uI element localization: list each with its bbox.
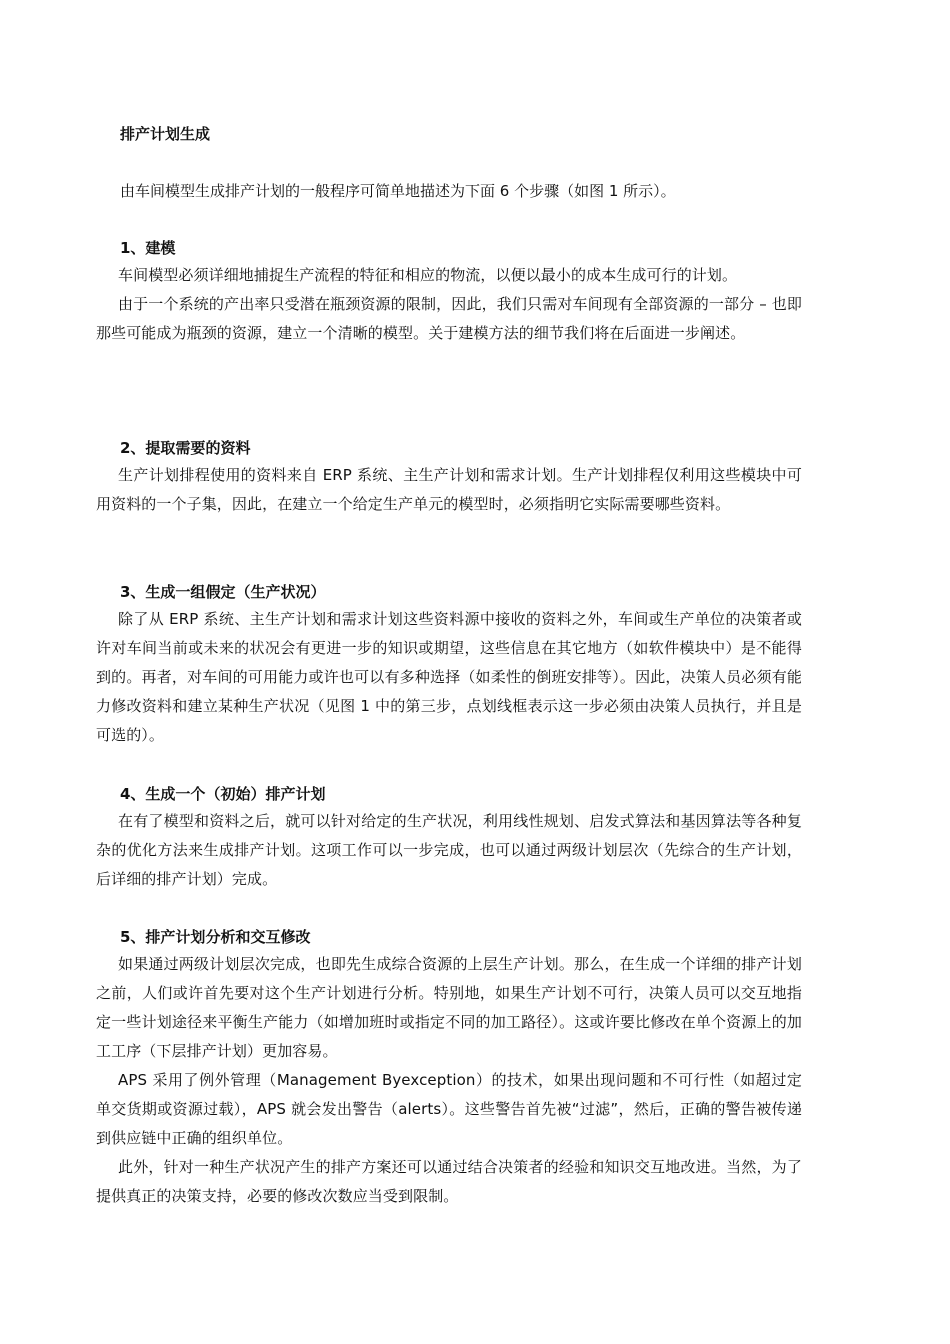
section-heading: 5、排产计划分析和交互修改 [120, 928, 311, 946]
section-initial-schedule [96, 783, 802, 894]
section-heading: 4、生成一个（初始）排产计划 [120, 785, 326, 803]
section-paragraph: 由于一个系统的产出率只受潜在瓶颈资源的限制，因此，我们只需对车间现有全部资源的一部分 – 也即那些可能成为瓶颈的资源，建立一个清晰的模型。关于建模方法的细节我们将在后面进一步阐述。 [96, 295, 802, 342]
document-title: 排产计划生成 [120, 125, 211, 143]
section-heading: 3、生成一组假定（生产状况） [120, 583, 326, 601]
section-paragraph: 车间模型必须详细地捕捉生产流程的特征和相应的物流，以便以最小的成本生成可行的计划。 [118, 266, 738, 284]
section-paragraph: 生产计划排程使用的资料来自 ERP 系统、主生产计划和需求计划。生产计划排程仅利用这些模块中可用资料的一个子集，因此，在建立一个给定生产单元的模型时，必须指明它实际需要哪些资料。 [96, 466, 802, 513]
intro-paragraph: 由车间模型生成排产计划的一般程序可简单地描述为下面 6 个步骤（如图 1 所示）。 [120, 182, 676, 200]
section-paragraph: APS 采用了例外管理（Management Byexception）的技术，如果出现问题和不可行性（如超过定单交货期或资源过载），APS 就会发出警告（alerts）。这些警告首先被“过滤”，然后，正确的警告被传递到供应链中正确的组织单位。 [96, 1071, 802, 1147]
section-extract-data [96, 437, 802, 519]
section-paragraph: 除了从 ERP 系统、主生产计划和需求计划这些资料源中接收的资料之外，车间或生产单位的决策者或许对车间当前或未来的状况会有更进一步的知识或期望，这些信息在其它地方（如软件模块中）是不能得到的。再者，对车间的可用能力或许也可以有多种选择（如柔性的倒班安排等）。因此，决策人员必须有能力修改资料和建立某种生产状况（见图 1 中的第三步，点划线框表示这一步必须由决策人员执行，并且是可选的）。 [96, 610, 802, 744]
section-modeling [96, 237, 802, 348]
section-assumptions [96, 581, 802, 750]
section-heading: 2、提取需要的资料 [120, 439, 251, 457]
section-paragraph: 此外，针对一种生产状况产生的排产方案还可以通过结合决策者的经验和知识交互地改进。当然，为了提供真正的决策支持，必要的修改次数应当受到限制。 [96, 1158, 802, 1205]
section-paragraph: 在有了模型和资料之后，就可以针对给定的生产状况，利用线性规划、启发式算法和基因算法等各种复杂的优化方法来生成排产计划。这项工作可以一步完成，也可以通过两级计划层次（先综合的生产计划，后详细的排产计划）完成。 [96, 812, 802, 888]
section-heading: 1、建模 [120, 239, 176, 257]
section-analysis-modification [96, 926, 802, 1211]
section-paragraph: 如果通过两级计划层次完成，也即先生成综合资源的上层生产计划。那么，在生成一个详细的排产计划之前，人们或许首先要对这个生产计划进行分析。特别地，如果生产计划不可行，决策人员可以交互地指定一些计划途径来平衡生产能力（如增加班时或指定不同的加工路径）。这或许要比修改在单个资源上的加工工序（下层排产计划）更加容易。 [96, 955, 802, 1060]
